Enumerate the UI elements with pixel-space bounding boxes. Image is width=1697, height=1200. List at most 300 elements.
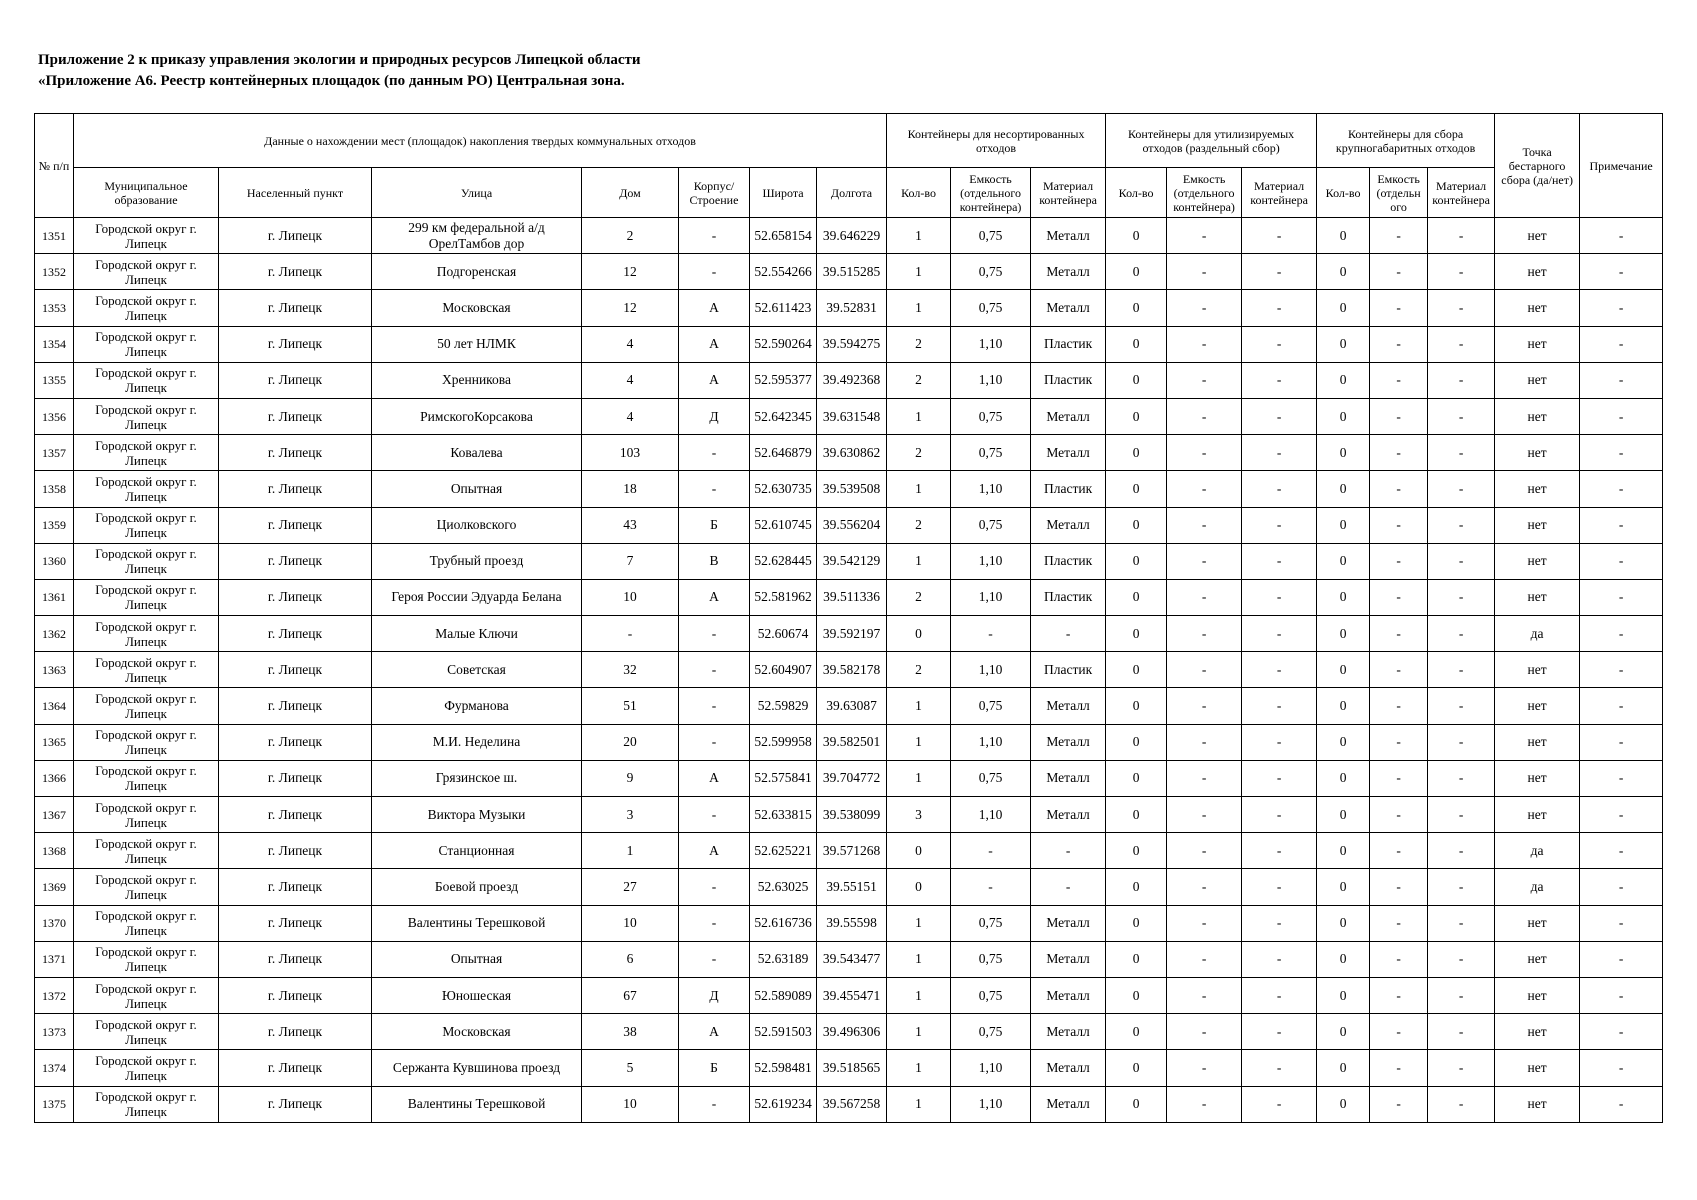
cell-note: - bbox=[1580, 797, 1663, 833]
cell-capacity-recyclable: - bbox=[1167, 616, 1242, 652]
cell-house: 103 bbox=[582, 435, 679, 471]
cell-material-recyclable: - bbox=[1242, 1014, 1317, 1050]
cell-capacity-recyclable: - bbox=[1167, 833, 1242, 869]
header-recyclable-group: Контейнеры для утилизируемых отходов (раздельный сбор) bbox=[1106, 114, 1317, 168]
cell-municipality: Городской округ г. Липецк bbox=[74, 471, 219, 507]
cell-count-bulky: 0 bbox=[1317, 977, 1370, 1013]
cell-longitude: 39.518565 bbox=[817, 1050, 887, 1086]
cell-material-recyclable: - bbox=[1242, 833, 1317, 869]
cell-material-unsorted: Металл bbox=[1031, 977, 1106, 1013]
cell-material-unsorted: Металл bbox=[1031, 1014, 1106, 1050]
cell-material-bulky: - bbox=[1428, 435, 1495, 471]
cell-count-unsorted: 1 bbox=[887, 760, 951, 796]
cell-longitude: 39.492368 bbox=[817, 362, 887, 398]
cell-count-bulky: 0 bbox=[1317, 1086, 1370, 1122]
cell-building: А bbox=[679, 579, 750, 615]
cell-count-unsorted: 1 bbox=[887, 724, 951, 760]
cell-count-bulky: 0 bbox=[1317, 652, 1370, 688]
cell-municipality: Городской округ г. Липецк bbox=[74, 543, 219, 579]
cell-note: - bbox=[1580, 1086, 1663, 1122]
cell-bagless-point: нет bbox=[1495, 1050, 1580, 1086]
cell-count-bulky: 0 bbox=[1317, 218, 1370, 254]
cell-bagless-point: нет bbox=[1495, 435, 1580, 471]
cell-settlement: г. Липецк bbox=[219, 326, 372, 362]
cell-material-unsorted: Металл bbox=[1031, 688, 1106, 724]
cell-latitude: 52.630735 bbox=[750, 471, 817, 507]
cell-count-unsorted: 1 bbox=[887, 1014, 951, 1050]
cell-num: 1351 bbox=[35, 218, 74, 254]
cell-count-recyclable: 0 bbox=[1106, 326, 1167, 362]
cell-material-unsorted: Металл bbox=[1031, 1050, 1106, 1086]
cell-municipality: Городской округ г. Липецк bbox=[74, 797, 219, 833]
cell-house: 12 bbox=[582, 254, 679, 290]
cell-municipality: Городской округ г. Липецк bbox=[74, 869, 219, 905]
cell-bagless-point: нет bbox=[1495, 652, 1580, 688]
cell-note: - bbox=[1580, 362, 1663, 398]
cell-material-unsorted: Металл bbox=[1031, 507, 1106, 543]
cell-street: Станционная bbox=[372, 833, 582, 869]
table-row bbox=[35, 543, 1663, 579]
cell-capacity-recyclable: - bbox=[1167, 977, 1242, 1013]
cell-latitude: 52.598481 bbox=[750, 1050, 817, 1086]
cell-count-recyclable: 0 bbox=[1106, 398, 1167, 434]
header-num: № п/п bbox=[35, 114, 74, 218]
cell-note: - bbox=[1580, 218, 1663, 254]
cell-bagless-point: нет bbox=[1495, 326, 1580, 362]
cell-longitude: 39.515285 bbox=[817, 254, 887, 290]
cell-building: - bbox=[679, 869, 750, 905]
cell-capacity-unsorted: 0,75 bbox=[951, 218, 1031, 254]
cell-bagless-point: нет bbox=[1495, 724, 1580, 760]
cell-capacity-bulky: - bbox=[1370, 688, 1428, 724]
table-row bbox=[35, 797, 1663, 833]
cell-capacity-recyclable: - bbox=[1167, 254, 1242, 290]
cell-settlement: г. Липецк bbox=[219, 435, 372, 471]
cell-material-bulky: - bbox=[1428, 1014, 1495, 1050]
cell-capacity-unsorted: 1,10 bbox=[951, 724, 1031, 760]
cell-longitude: 39.594275 bbox=[817, 326, 887, 362]
cell-count-recyclable: 0 bbox=[1106, 579, 1167, 615]
cell-count-bulky: 0 bbox=[1317, 254, 1370, 290]
cell-settlement: г. Липецк bbox=[219, 1014, 372, 1050]
cell-settlement: г. Липецк bbox=[219, 688, 372, 724]
cell-material-bulky: - bbox=[1428, 977, 1495, 1013]
header-latitude: Широта bbox=[750, 168, 817, 218]
cell-count-bulky: 0 bbox=[1317, 688, 1370, 724]
cell-building: - bbox=[679, 724, 750, 760]
cell-capacity-recyclable: - bbox=[1167, 543, 1242, 579]
cell-count-bulky: 0 bbox=[1317, 507, 1370, 543]
cell-bagless-point: нет bbox=[1495, 688, 1580, 724]
header-municipality: Муниципальное образование bbox=[74, 168, 219, 218]
cell-house: 38 bbox=[582, 1014, 679, 1050]
cell-num: 1355 bbox=[35, 362, 74, 398]
cell-municipality: Городской округ г. Липецк bbox=[74, 652, 219, 688]
cell-capacity-bulky: - bbox=[1370, 941, 1428, 977]
cell-num: 1354 bbox=[35, 326, 74, 362]
cell-capacity-unsorted: 0,75 bbox=[951, 435, 1031, 471]
cell-note: - bbox=[1580, 833, 1663, 869]
cell-num: 1370 bbox=[35, 905, 74, 941]
cell-capacity-unsorted: 1,10 bbox=[951, 652, 1031, 688]
cell-note: - bbox=[1580, 616, 1663, 652]
cell-material-recyclable: - bbox=[1242, 941, 1317, 977]
cell-municipality: Городской округ г. Липецк bbox=[74, 218, 219, 254]
cell-bagless-point: нет bbox=[1495, 579, 1580, 615]
cell-material-unsorted: Металл bbox=[1031, 398, 1106, 434]
header-capacity-unsorted: Емкость (отдельного контейнера) bbox=[951, 168, 1031, 218]
cell-count-recyclable: 0 bbox=[1106, 724, 1167, 760]
cell-material-recyclable: - bbox=[1242, 869, 1317, 905]
cell-material-recyclable: - bbox=[1242, 507, 1317, 543]
cell-latitude: 52.619234 bbox=[750, 1086, 817, 1122]
cell-municipality: Городской округ г. Липецк bbox=[74, 254, 219, 290]
cell-bagless-point: нет bbox=[1495, 760, 1580, 796]
cell-bagless-point: нет bbox=[1495, 797, 1580, 833]
cell-count-bulky: 0 bbox=[1317, 760, 1370, 796]
cell-note: - bbox=[1580, 543, 1663, 579]
cell-num: 1368 bbox=[35, 833, 74, 869]
cell-street: Опытная bbox=[372, 941, 582, 977]
cell-longitude: 39.582178 bbox=[817, 652, 887, 688]
cell-count-recyclable: 0 bbox=[1106, 797, 1167, 833]
cell-capacity-recyclable: - bbox=[1167, 1086, 1242, 1122]
cell-count-unsorted: 1 bbox=[887, 543, 951, 579]
header-count-unsorted: Кол-во bbox=[887, 168, 951, 218]
cell-note: - bbox=[1580, 688, 1663, 724]
cell-num: 1361 bbox=[35, 579, 74, 615]
cell-count-bulky: 0 bbox=[1317, 579, 1370, 615]
cell-material-bulky: - bbox=[1428, 1050, 1495, 1086]
cell-capacity-unsorted: 1,10 bbox=[951, 797, 1031, 833]
cell-building: - bbox=[679, 616, 750, 652]
cell-latitude: 52.595377 bbox=[750, 362, 817, 398]
cell-material-recyclable: - bbox=[1242, 543, 1317, 579]
cell-count-bulky: 0 bbox=[1317, 724, 1370, 760]
cell-street: 299 км федеральной а/д ОрелТамбов дор bbox=[372, 218, 582, 254]
cell-count-recyclable: 0 bbox=[1106, 507, 1167, 543]
cell-settlement: г. Липецк bbox=[219, 290, 372, 326]
cell-municipality: Городской округ г. Липецк bbox=[74, 977, 219, 1013]
cell-count-unsorted: 1 bbox=[887, 1050, 951, 1086]
table-row bbox=[35, 507, 1663, 543]
cell-num: 1362 bbox=[35, 616, 74, 652]
cell-latitude: 52.554266 bbox=[750, 254, 817, 290]
cell-capacity-unsorted: 0,75 bbox=[951, 905, 1031, 941]
cell-material-recyclable: - bbox=[1242, 797, 1317, 833]
cell-material-bulky: - bbox=[1428, 833, 1495, 869]
cell-house: 43 bbox=[582, 507, 679, 543]
cell-settlement: г. Липецк bbox=[219, 616, 372, 652]
cell-count-recyclable: 0 bbox=[1106, 1050, 1167, 1086]
cell-count-recyclable: 0 bbox=[1106, 869, 1167, 905]
cell-material-recyclable: - bbox=[1242, 362, 1317, 398]
cell-count-recyclable: 0 bbox=[1106, 652, 1167, 688]
cell-count-bulky: 0 bbox=[1317, 471, 1370, 507]
cell-settlement: г. Липецк bbox=[219, 1050, 372, 1086]
cell-building: В bbox=[679, 543, 750, 579]
cell-latitude: 52.642345 bbox=[750, 398, 817, 434]
cell-street: Сержанта Кувшинова проезд bbox=[372, 1050, 582, 1086]
cell-municipality: Городской округ г. Липецк bbox=[74, 1014, 219, 1050]
cell-count-bulky: 0 bbox=[1317, 398, 1370, 434]
cell-capacity-unsorted: 1,10 bbox=[951, 362, 1031, 398]
cell-longitude: 39.52831 bbox=[817, 290, 887, 326]
cell-material-bulky: - bbox=[1428, 290, 1495, 326]
cell-num: 1366 bbox=[35, 760, 74, 796]
cell-bagless-point: нет bbox=[1495, 1014, 1580, 1050]
cell-municipality: Городской округ г. Липецк bbox=[74, 435, 219, 471]
table-row bbox=[35, 326, 1663, 362]
cell-num: 1365 bbox=[35, 724, 74, 760]
cell-material-recyclable: - bbox=[1242, 688, 1317, 724]
cell-longitude: 39.631548 bbox=[817, 398, 887, 434]
cell-count-recyclable: 0 bbox=[1106, 688, 1167, 724]
cell-capacity-bulky: - bbox=[1370, 869, 1428, 905]
cell-municipality: Городской округ г. Липецк bbox=[74, 326, 219, 362]
table-row bbox=[35, 724, 1663, 760]
cell-latitude: 52.611423 bbox=[750, 290, 817, 326]
cell-capacity-recyclable: - bbox=[1167, 398, 1242, 434]
cell-settlement: г. Липецк bbox=[219, 543, 372, 579]
cell-note: - bbox=[1580, 869, 1663, 905]
cell-building: - bbox=[679, 797, 750, 833]
cell-bagless-point: нет bbox=[1495, 398, 1580, 434]
title-line-2: «Приложение А6. Реестр контейнерных площадок (по данным РО) Центральная зона. bbox=[38, 73, 625, 89]
header-bagless-point: Точка бестарного сбора (да/нет) bbox=[1495, 114, 1580, 218]
cell-building: А bbox=[679, 760, 750, 796]
cell-material-bulky: - bbox=[1428, 507, 1495, 543]
cell-capacity-bulky: - bbox=[1370, 977, 1428, 1013]
table-row bbox=[35, 290, 1663, 326]
cell-building: А bbox=[679, 326, 750, 362]
cell-latitude: 52.63025 bbox=[750, 869, 817, 905]
cell-capacity-unsorted: - bbox=[951, 869, 1031, 905]
header-material-bulky: Материал контейнера bbox=[1428, 168, 1495, 218]
cell-count-recyclable: 0 bbox=[1106, 905, 1167, 941]
cell-capacity-recyclable: - bbox=[1167, 724, 1242, 760]
cell-material-recyclable: - bbox=[1242, 977, 1317, 1013]
header-house: Дом bbox=[582, 168, 679, 218]
cell-material-bulky: - bbox=[1428, 471, 1495, 507]
cell-capacity-recyclable: - bbox=[1167, 290, 1242, 326]
cell-capacity-unsorted: 0,75 bbox=[951, 977, 1031, 1013]
cell-note: - bbox=[1580, 652, 1663, 688]
cell-count-unsorted: 1 bbox=[887, 290, 951, 326]
cell-building: - bbox=[679, 1086, 750, 1122]
cell-material-bulky: - bbox=[1428, 579, 1495, 615]
cell-count-unsorted: 2 bbox=[887, 362, 951, 398]
cell-longitude: 39.55598 bbox=[817, 905, 887, 941]
cell-longitude: 39.582501 bbox=[817, 724, 887, 760]
cell-longitude: 39.511336 bbox=[817, 579, 887, 615]
cell-municipality: Городской округ г. Липецк bbox=[74, 760, 219, 796]
cell-material-unsorted: Металл bbox=[1031, 1086, 1106, 1122]
cell-building: Б bbox=[679, 1050, 750, 1086]
cell-capacity-bulky: - bbox=[1370, 1086, 1428, 1122]
cell-house: 3 bbox=[582, 797, 679, 833]
cell-count-unsorted: 0 bbox=[887, 869, 951, 905]
cell-count-bulky: 0 bbox=[1317, 941, 1370, 977]
header-capacity-bulky: Емкость (отдельн ого bbox=[1370, 168, 1428, 218]
cell-bagless-point: да bbox=[1495, 616, 1580, 652]
cell-material-unsorted: Пластик bbox=[1031, 362, 1106, 398]
cell-building: Б bbox=[679, 507, 750, 543]
cell-latitude: 52.60674 bbox=[750, 616, 817, 652]
cell-latitude: 52.63189 bbox=[750, 941, 817, 977]
cell-material-bulky: - bbox=[1428, 760, 1495, 796]
cell-capacity-recyclable: - bbox=[1167, 435, 1242, 471]
cell-bagless-point: нет bbox=[1495, 471, 1580, 507]
cell-capacity-bulky: - bbox=[1370, 652, 1428, 688]
cell-house: 12 bbox=[582, 290, 679, 326]
cell-capacity-bulky: - bbox=[1370, 1050, 1428, 1086]
cell-material-unsorted: Пластик bbox=[1031, 326, 1106, 362]
cell-building: Д bbox=[679, 398, 750, 434]
cell-capacity-unsorted: - bbox=[951, 833, 1031, 869]
cell-material-unsorted: Металл bbox=[1031, 218, 1106, 254]
cell-capacity-recyclable: - bbox=[1167, 941, 1242, 977]
cell-building: - bbox=[679, 905, 750, 941]
cell-settlement: г. Липецк bbox=[219, 471, 372, 507]
cell-building: А bbox=[679, 290, 750, 326]
cell-material-unsorted: - bbox=[1031, 616, 1106, 652]
cell-capacity-unsorted: 1,10 bbox=[951, 1050, 1031, 1086]
header-capacity-recyclable: Емкость (отдельного контейнера) bbox=[1167, 168, 1242, 218]
document-title bbox=[38, 50, 1538, 92]
table-row bbox=[35, 435, 1663, 471]
cell-count-unsorted: 2 bbox=[887, 326, 951, 362]
cell-num: 1359 bbox=[35, 507, 74, 543]
cell-settlement: г. Липецк bbox=[219, 760, 372, 796]
cell-capacity-unsorted: 1,10 bbox=[951, 1086, 1031, 1122]
cell-building: - bbox=[679, 435, 750, 471]
cell-num: 1371 bbox=[35, 941, 74, 977]
cell-note: - bbox=[1580, 977, 1663, 1013]
cell-capacity-unsorted: 0,75 bbox=[951, 290, 1031, 326]
cell-street: Ковалева bbox=[372, 435, 582, 471]
cell-street: Валентины Терешковой bbox=[372, 905, 582, 941]
cell-note: - bbox=[1580, 941, 1663, 977]
cell-count-unsorted: 1 bbox=[887, 254, 951, 290]
cell-building: - bbox=[679, 941, 750, 977]
cell-capacity-bulky: - bbox=[1370, 543, 1428, 579]
cell-street: Боевой проезд bbox=[372, 869, 582, 905]
cell-material-recyclable: - bbox=[1242, 905, 1317, 941]
cell-count-recyclable: 0 bbox=[1106, 1014, 1167, 1050]
cell-longitude: 39.455471 bbox=[817, 977, 887, 1013]
cell-note: - bbox=[1580, 579, 1663, 615]
cell-count-bulky: 0 bbox=[1317, 1050, 1370, 1086]
table-row bbox=[35, 652, 1663, 688]
cell-settlement: г. Липецк bbox=[219, 797, 372, 833]
cell-material-unsorted: - bbox=[1031, 833, 1106, 869]
cell-num: 1352 bbox=[35, 254, 74, 290]
table-row bbox=[35, 616, 1663, 652]
cell-num: 1356 bbox=[35, 398, 74, 434]
cell-longitude: 39.539508 bbox=[817, 471, 887, 507]
cell-bagless-point: нет bbox=[1495, 1086, 1580, 1122]
cell-material-bulky: - bbox=[1428, 797, 1495, 833]
cell-capacity-bulky: - bbox=[1370, 398, 1428, 434]
cell-bagless-point: нет bbox=[1495, 905, 1580, 941]
cell-latitude: 52.658154 bbox=[750, 218, 817, 254]
title-line-1: Приложение 2 к приказу управления экологии и природных ресурсов Липецкой области bbox=[38, 52, 641, 68]
cell-street: Советская bbox=[372, 652, 582, 688]
cell-material-unsorted: Металл bbox=[1031, 254, 1106, 290]
table-row bbox=[35, 398, 1663, 434]
cell-material-recyclable: - bbox=[1242, 254, 1317, 290]
table-row bbox=[35, 218, 1663, 254]
cell-capacity-bulky: - bbox=[1370, 579, 1428, 615]
cell-building: - bbox=[679, 471, 750, 507]
cell-municipality: Городской округ г. Липецк bbox=[74, 724, 219, 760]
cell-house: 67 bbox=[582, 977, 679, 1013]
cell-municipality: Городской округ г. Липецк bbox=[74, 833, 219, 869]
cell-note: - bbox=[1580, 724, 1663, 760]
cell-capacity-bulky: - bbox=[1370, 435, 1428, 471]
cell-capacity-unsorted: 0,75 bbox=[951, 688, 1031, 724]
cell-material-recyclable: - bbox=[1242, 760, 1317, 796]
cell-count-unsorted: 1 bbox=[887, 941, 951, 977]
cell-bagless-point: нет bbox=[1495, 941, 1580, 977]
cell-count-unsorted: 1 bbox=[887, 977, 951, 1013]
cell-count-unsorted: 2 bbox=[887, 435, 951, 471]
header-building: Корпус/ Строение bbox=[679, 168, 750, 218]
cell-capacity-bulky: - bbox=[1370, 616, 1428, 652]
cell-num: 1375 bbox=[35, 1086, 74, 1122]
cell-house: 2 bbox=[582, 218, 679, 254]
cell-capacity-recyclable: - bbox=[1167, 471, 1242, 507]
table-row bbox=[35, 869, 1663, 905]
cell-count-recyclable: 0 bbox=[1106, 218, 1167, 254]
cell-longitude: 39.538099 bbox=[817, 797, 887, 833]
cell-num: 1358 bbox=[35, 471, 74, 507]
table-row bbox=[35, 977, 1663, 1013]
cell-material-bulky: - bbox=[1428, 724, 1495, 760]
header-material-unsorted: Материал контейнера bbox=[1031, 168, 1106, 218]
cell-count-unsorted: 0 bbox=[887, 616, 951, 652]
cell-settlement: г. Липецк bbox=[219, 1086, 372, 1122]
cell-longitude: 39.567258 bbox=[817, 1086, 887, 1122]
cell-material-bulky: - bbox=[1428, 688, 1495, 724]
cell-bagless-point: нет bbox=[1495, 218, 1580, 254]
cell-material-bulky: - bbox=[1428, 905, 1495, 941]
cell-latitude: 52.610745 bbox=[750, 507, 817, 543]
cell-longitude: 39.704772 bbox=[817, 760, 887, 796]
cell-municipality: Городской округ г. Липецк bbox=[74, 688, 219, 724]
cell-material-recyclable: - bbox=[1242, 471, 1317, 507]
cell-house: 9 bbox=[582, 760, 679, 796]
cell-building: А bbox=[679, 362, 750, 398]
cell-count-unsorted: 2 bbox=[887, 507, 951, 543]
registry-table bbox=[34, 113, 1663, 1123]
cell-municipality: Городской округ г. Липецк bbox=[74, 616, 219, 652]
cell-count-unsorted: 3 bbox=[887, 797, 951, 833]
cell-bagless-point: да bbox=[1495, 869, 1580, 905]
cell-street: Валентины Терешковой bbox=[372, 1086, 582, 1122]
cell-building: - bbox=[679, 652, 750, 688]
cell-material-bulky: - bbox=[1428, 543, 1495, 579]
cell-material-bulky: - bbox=[1428, 398, 1495, 434]
cell-count-recyclable: 0 bbox=[1106, 616, 1167, 652]
cell-material-unsorted: Металл bbox=[1031, 760, 1106, 796]
cell-capacity-recyclable: - bbox=[1167, 869, 1242, 905]
cell-capacity-bulky: - bbox=[1370, 290, 1428, 326]
table-row bbox=[35, 941, 1663, 977]
cell-settlement: г. Липецк bbox=[219, 977, 372, 1013]
cell-count-recyclable: 0 bbox=[1106, 435, 1167, 471]
